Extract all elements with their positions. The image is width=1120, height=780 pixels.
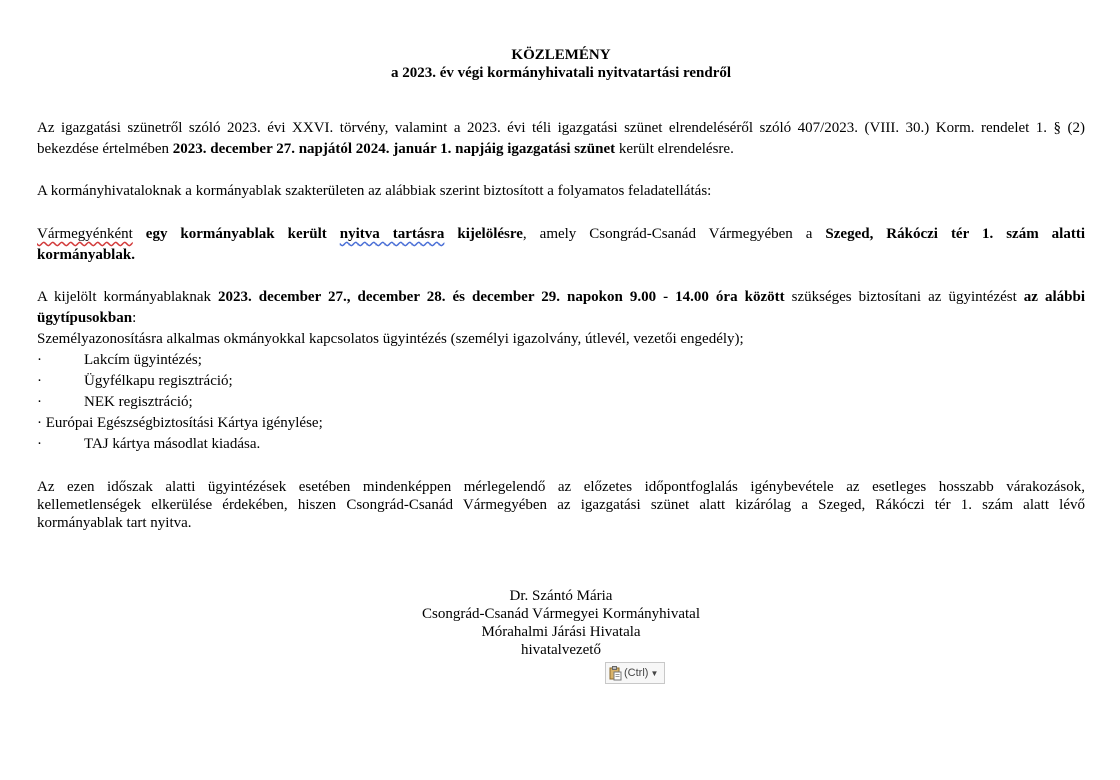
bullet-dot: · — [37, 352, 42, 368]
document-title: KÖZLEMÉNY — [511, 47, 611, 63]
signature-role: hivatalvezető — [521, 642, 601, 658]
para4-text-c: szükséges biztosítani az ügyintézést — [784, 289, 1024, 305]
para3-bold-2: kijelölésre — [444, 226, 523, 242]
bullet-dot: · — [37, 373, 42, 389]
list-item-text: Lakcím ügyintézés; — [84, 352, 202, 368]
para5-line1: Az ezen időszak alatti ügyintézések esetében mindenképpen mérlegelendő az előzetes időpontfoglalás igénybevétele az esetleges hosszabb várakozások, — [37, 479, 1085, 495]
para4-line3: Személyazonosításra alkalmas okmányokkal kapcsolatos ügyintézés (személyi igazolvány, útlevél, vezetői engedély); — [37, 331, 744, 347]
bullet-dot: · — [37, 394, 42, 410]
list-item-text: Európai Egészségbiztosítási Kártya igénylése; — [42, 415, 323, 431]
bullet-dot: · — [37, 436, 42, 452]
para1-end: került elrendelésre. — [615, 141, 734, 157]
paste-options-label: (Ctrl) — [624, 667, 649, 679]
para4-colon: : — [132, 310, 137, 326]
signature-district: Mórahalmi Járási Hivatala — [481, 624, 641, 640]
signature-office: Csongrád-Csanád Vármegyei Kormányhivatal — [422, 606, 700, 622]
list-item — [37, 371, 1085, 392]
para1-bold: 2023. december 27. napjától 2024. január 1. napjáig igazgatási szünet — [172, 141, 616, 157]
signature-name: Dr. Szántó Mária — [509, 588, 613, 604]
para3-bold-1: egy kormányablak került — [132, 226, 340, 242]
para5-line3: kormányablak tart nyitva. — [37, 515, 192, 531]
para4-dates: 2023. december 27., december 28. és december 29. napokon 9.00 - 14.00 óra között — [218, 289, 785, 305]
para2: A kormányhivataloknak a kormányablak szakterületen az alábbiak szerint biztosított a folyamatos feladatellátás: — [37, 183, 712, 199]
para1-line2 — [37, 139, 1085, 160]
para3-address: Szeged, Rákóczi tér 1. szám alatti — [825, 226, 1085, 242]
list-item — [37, 434, 1085, 455]
para4-line1 — [37, 287, 1085, 308]
para1-text: bekezdése értelmében — [37, 141, 173, 157]
para4-case-types: ügytípusokban — [37, 310, 133, 326]
para5-line2: kellemetlenségek elkerülése érdekében, hiszen Csongrád-Csanád Vármegyében az igazgatási szünet alatt kizárólag a Szeged, Rákóczi tér 1. szám alatt lévő — [37, 497, 1085, 513]
list-item-text: NEK regisztráció; — [84, 394, 193, 410]
clipboard-icon — [609, 666, 622, 681]
para3-line1 — [37, 224, 1085, 245]
grammar-flagged-phrase[interactable]: nyitva tartásra — [339, 226, 445, 242]
para4-line2 — [37, 308, 1085, 329]
list-item — [37, 392, 1085, 413]
paste-options-button[interactable] — [605, 662, 665, 684]
para3-line2: kormányablak. — [37, 247, 135, 263]
list-item-text: Ügyfélkapu regisztráció; — [84, 373, 233, 389]
bullet-dot: · — [37, 415, 42, 431]
para4-bold-d: az alábbi — [1023, 289, 1085, 305]
para3-text: , amely Csongrád-Csanád Vármegyében a — [522, 226, 826, 242]
list-item — [37, 350, 1085, 371]
para4-text-a: A kijelölt kormányablaknak — [37, 289, 219, 305]
para1-line1: Az igazgatási szünetről szóló 2023. évi XXVI. törvény, valamint a 2023. évi téli igazgatási szünet elrendeléséről szóló 407/2023. (VIII. 30.) Korm. rendelet 1. § (2) — [37, 120, 1085, 136]
chevron-down-icon: ▼ — [650, 668, 659, 678]
list-item-text: TAJ kártya másodlat kiadása. — [84, 436, 261, 452]
document-subtitle: a 2023. év végi kormányhivatali nyitvatartási rendről — [390, 65, 732, 81]
list-item — [37, 413, 1085, 434]
spellcheck-word[interactable]: Vármegyénként — [37, 226, 133, 242]
